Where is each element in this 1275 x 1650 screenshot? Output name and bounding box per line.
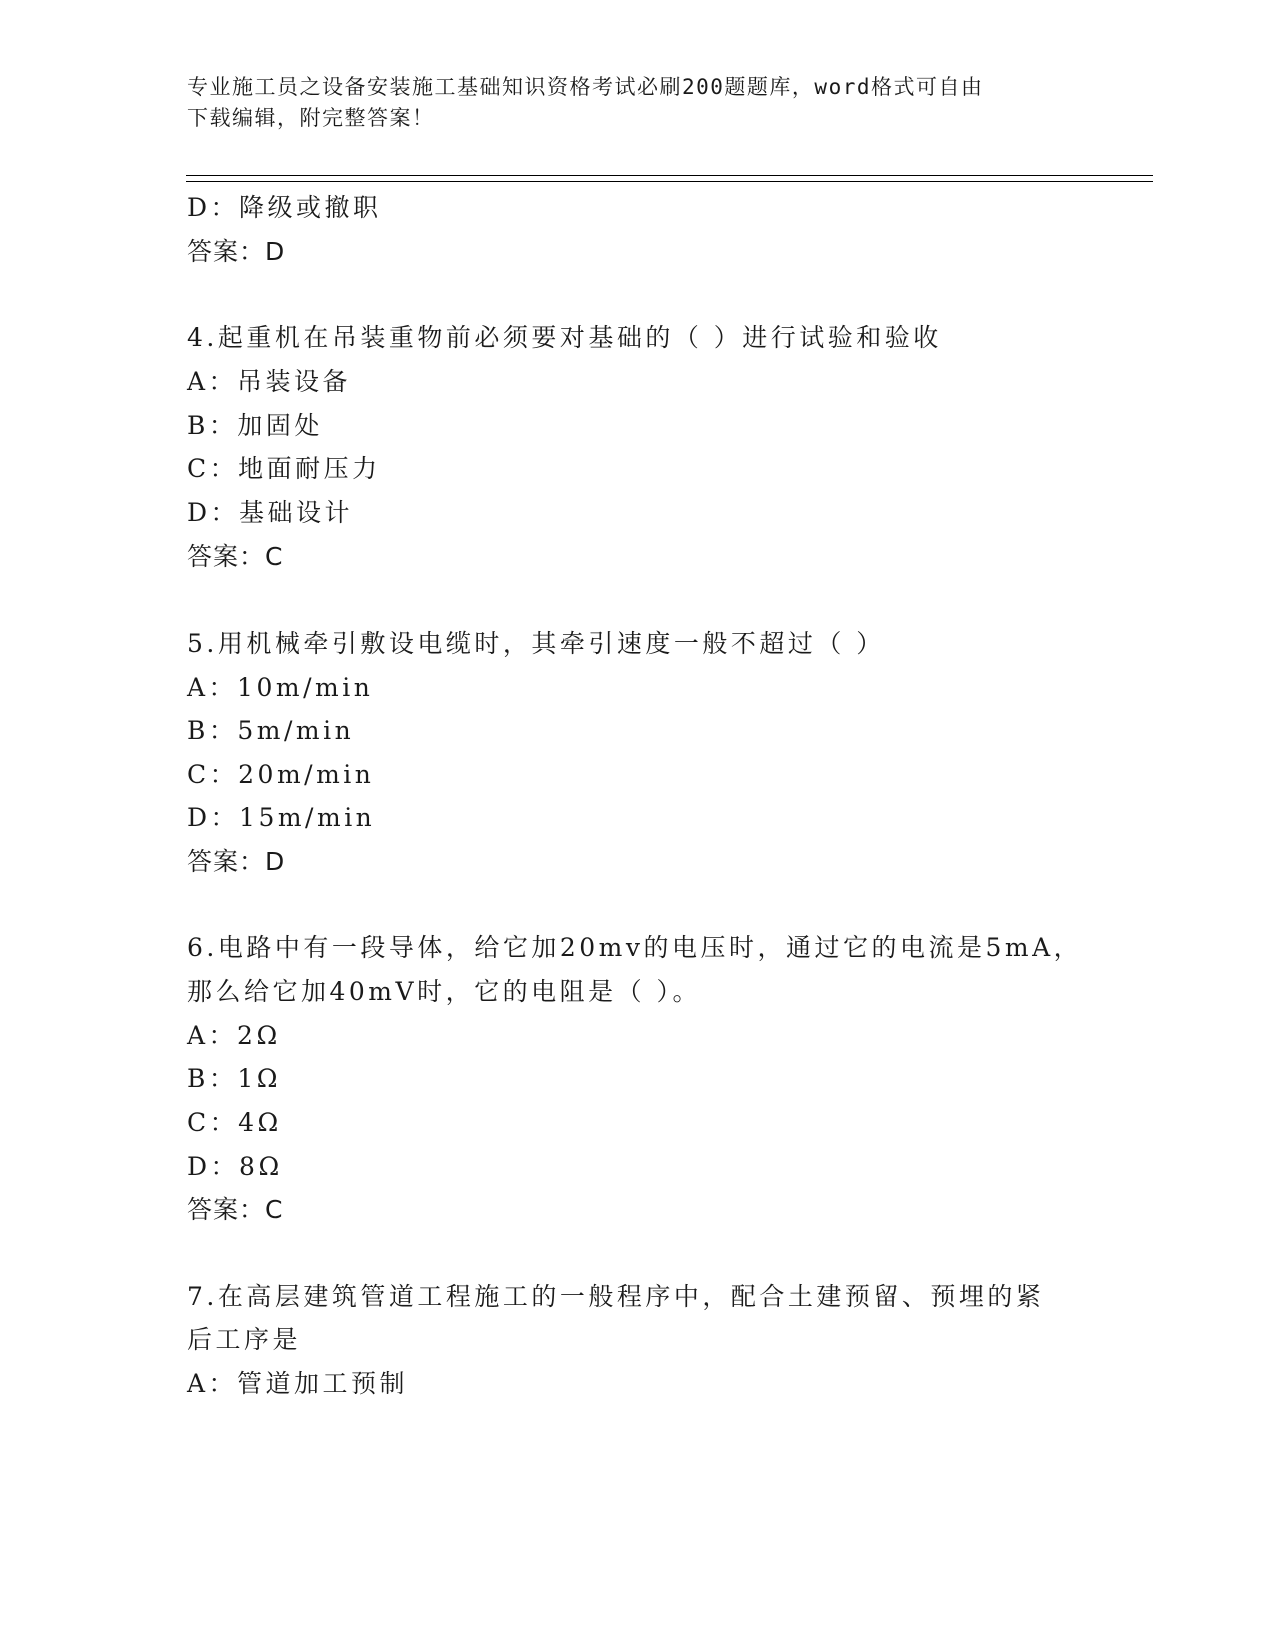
option-d: D：15m/min xyxy=(187,803,376,832)
answer-line: 答案：D xyxy=(187,237,286,266)
option-c: C：20m/min xyxy=(187,760,375,789)
option-d: D：8Ω xyxy=(187,1152,283,1181)
header-line-1: 专业施工员之设备安装施工基础知识资格考试必刷200题题库，word格式可自由 xyxy=(187,75,984,99)
option-d: D：基础设计 xyxy=(187,498,354,527)
answer-line: 答案：C xyxy=(187,542,284,571)
option-c: C：地面耐压力 xyxy=(187,454,381,483)
question-7-stem-line-1: 7.在高层建筑管道工程施工的一般程序中，配合土建预留、预埋的紧 xyxy=(187,1282,1045,1311)
question-6-stem-line-2: 那么给它加40mV时，它的电阻是（ ）。 xyxy=(187,977,702,1006)
question-4-stem: 4.起重机在吊装重物前必须要对基础的（ ）进行试验和验收 xyxy=(187,323,942,352)
option-b: B：1Ω xyxy=(187,1064,282,1093)
option-a: A：管道加工预制 xyxy=(187,1369,409,1398)
option-b: B：5m/min xyxy=(187,716,355,745)
option-a: A：10m/min xyxy=(187,673,374,702)
option-c: C：4Ω xyxy=(187,1108,282,1137)
header-line-2: 下载编辑，附完整答案！ xyxy=(187,106,435,130)
document-header xyxy=(187,72,1067,134)
answer-line: 答案：D xyxy=(187,847,286,876)
question-6-stem-line-1: 6.电路中有一段导体，给它加20mv的电压时，通过它的电流是5mA， xyxy=(187,933,1083,962)
option-b: B：加固处 xyxy=(187,411,323,440)
answer-line: 答案：C xyxy=(187,1195,284,1224)
header-divider-top xyxy=(186,175,1153,176)
header-divider-bottom xyxy=(186,181,1153,182)
question-5-stem: 5.用机械牵引敷设电缆时，其牵引速度一般不超过（ ） xyxy=(187,629,885,658)
question-7-stem-line-2: 后工序是 xyxy=(187,1325,302,1354)
option-d: D：降级或撤职 xyxy=(187,193,382,222)
option-a: A：2Ω xyxy=(187,1021,281,1050)
option-a: A：吊装设备 xyxy=(187,367,352,396)
